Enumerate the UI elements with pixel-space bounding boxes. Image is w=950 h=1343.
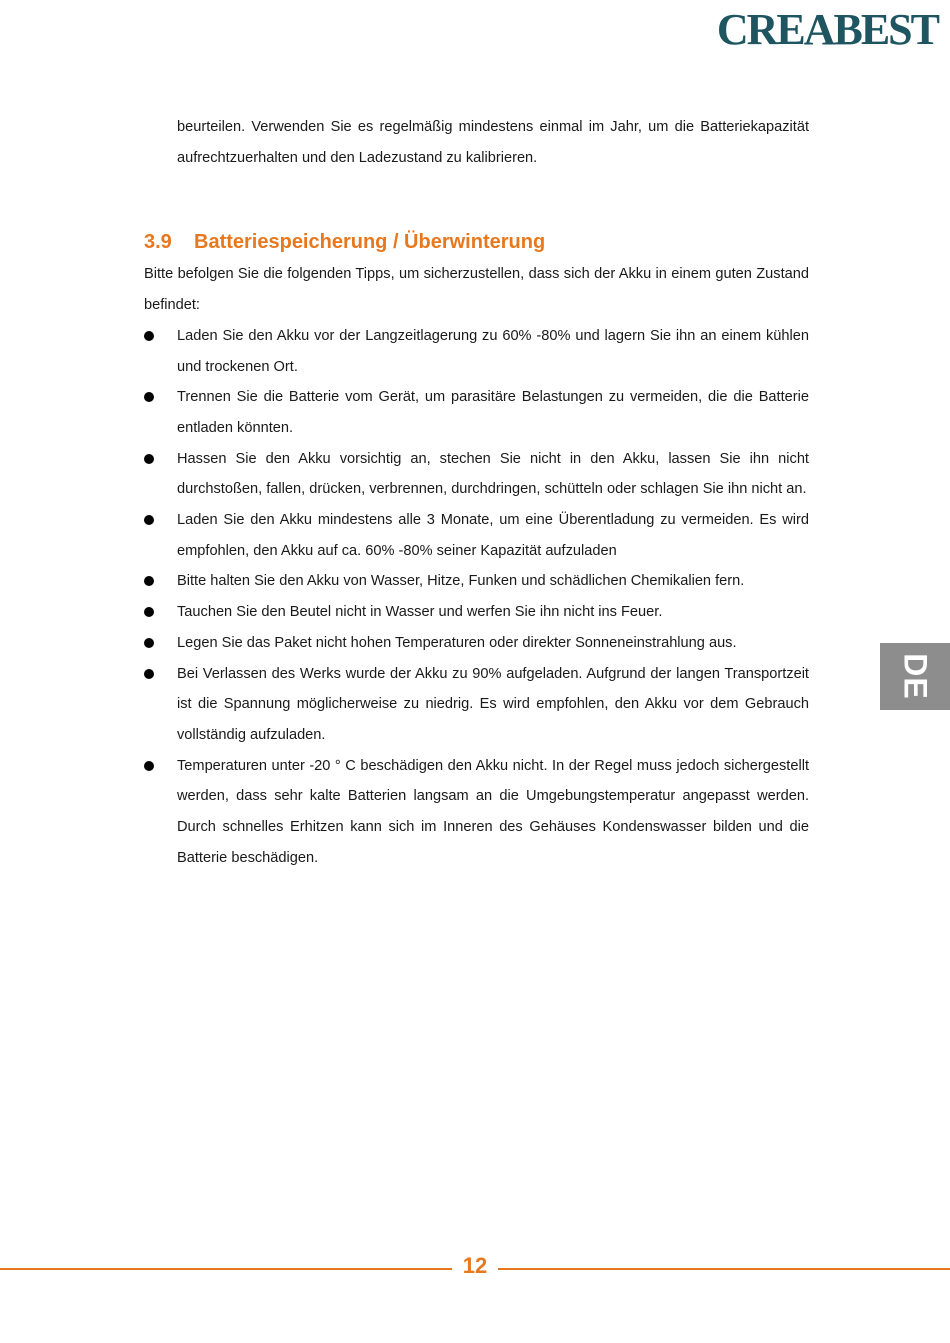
- footer-divider-right: [498, 1268, 950, 1270]
- bullet-icon: [144, 607, 154, 617]
- list-item: [144, 628, 809, 659]
- page-content: [144, 112, 809, 873]
- list-item-text: Bitte halten Sie den Akku von Wasser, Hitze, Funken und schädlichen Chemikalien fern.: [177, 573, 745, 590]
- list-item-text: Hassen Sie den Akku vorsichtig an, stechen Sie nicht in den Akku, lassen Sie ihn nicht durchstoßen, fallen, drücken, verbrennen, durchdringen, schütteln oder schlagen Sie ihn nicht an.: [177, 450, 809, 498]
- list-item-text: Temperaturen unter -20 ° C beschädigen den Akku nicht. In der Regel muss jedoch sichergestellt werden, dass sehr kalte Batterien langsam an die Umgebungstemperatur angepasst werden. Durch schnelles Erhitzen kann sich im Inneren des Gehäuses Kondenswasser bilden und die Batterie beschädigen.: [177, 757, 809, 866]
- section-number: 3.9: [144, 231, 172, 254]
- list-item: [144, 597, 809, 628]
- list-item: [144, 505, 809, 566]
- section-heading: [144, 227, 809, 257]
- bullet-icon: [144, 392, 154, 402]
- language-tab: [880, 643, 950, 710]
- list-item-text: Laden Sie den Akku vor der Langzeitlagerung zu 60% -80% und lagern Sie ihn an einem kühlen und trockenen Ort.: [177, 327, 809, 375]
- list-item: [144, 659, 809, 751]
- bullet-icon: [144, 454, 154, 464]
- section-lead: Bitte befolgen Sie die folgenden Tipps, um sicherzustellen, dass sich der Akku in einem guten Zustand befindet:: [144, 266, 809, 314]
- list-item: [144, 751, 809, 874]
- page-number: 12: [462, 1253, 488, 1278]
- list-item-text: Tauchen Sie den Beutel nicht in Wasser und werfen Sie ihn nicht ins Feuer.: [177, 604, 663, 621]
- bullet-icon: [144, 761, 154, 771]
- brand-logo: CREABEST: [716, 5, 938, 54]
- language-tab-label: DE: [897, 653, 934, 700]
- section-title: Batteriespeicherung / Überwinterung: [194, 231, 546, 254]
- list-item: [144, 321, 809, 382]
- list-item-text: Laden Sie den Akku mindestens alle 3 Monate, um eine Überentladung zu vermeiden. Es wird empfohlen, den Akku auf ca. 60% -80% seiner Kapazität aufzuladen: [177, 512, 809, 559]
- list-item: [144, 444, 809, 505]
- tips-list: [144, 321, 809, 874]
- list-item: [144, 382, 809, 443]
- intro-paragraph: beurteilen. Verwenden Sie es regelmäßig mindestens einmal im Jahr, um die Batteriekapazität aufrechtzuerhalten und den Ladezustand zu kalibrieren.: [177, 119, 809, 166]
- bullet-icon: [144, 669, 154, 679]
- bullet-icon: [144, 515, 154, 525]
- bullet-icon: [144, 331, 154, 341]
- list-item-text: Trennen Sie die Batterie vom Gerät, um parasitäre Belastungen zu vermeiden, die die Batterie entladen könnten.: [177, 389, 809, 436]
- bullet-icon: [144, 576, 154, 586]
- bullet-icon: [144, 638, 154, 648]
- list-item: [144, 566, 809, 597]
- footer-divider-left: [0, 1268, 452, 1270]
- list-item-text: Legen Sie das Paket nicht hohen Temperaturen oder direkter Sonneneinstrahlung aus.: [177, 634, 737, 651]
- list-item-text: Bei Verlassen des Werks wurde der Akku zu 90% aufgeladen. Aufgrund der langen Transportzeit ist die Spannung möglicherweise zu niedrig. Es wird empfohlen, den Akku vor dem Gebrauch vollständig aufzuladen.: [177, 665, 809, 743]
